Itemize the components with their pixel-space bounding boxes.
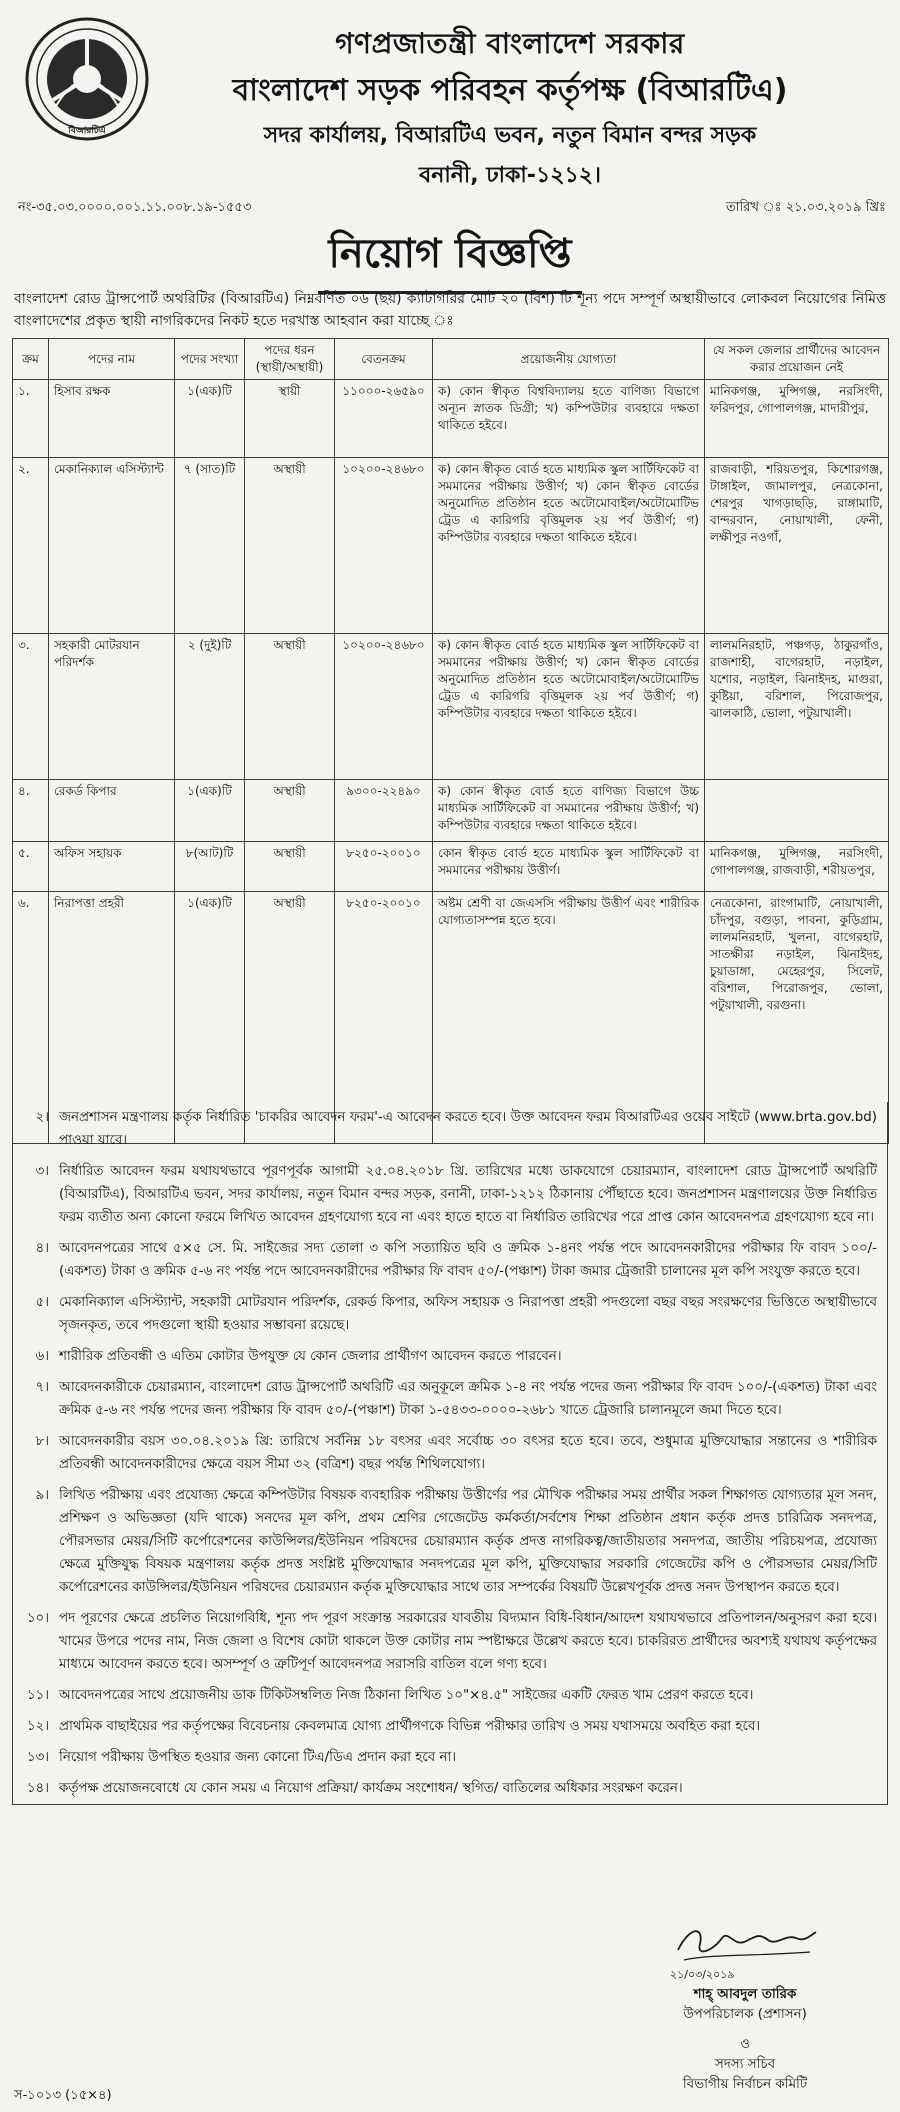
clause-item [13,1341,887,1372]
row-type: অস্থায়ী [245,458,335,634]
table-row [13,458,889,634]
authority-heading: বাংলাদেশ সড়ক পরিবহন কর্তৃপক্ষ (বিআরটিএ) [232,73,788,108]
row-scale: ১০২০০-২৪৬৮০ [335,634,433,780]
row-scale: ৯৩০০-২২৪৯০ [335,780,433,842]
footer-code: স-১০১৩ (১৫×৪) [14,2088,112,2103]
row-count: ৮(আট)টি [175,842,245,892]
row-qualification: ক) কোন স্বীকৃত বোর্ড হতে মাধ্যমিক স্কুল সার্টিফিকেট বা সমমানের পরীক্ষায় উত্তীর্ণ; খ) কোন স্বীকৃত বোর্ডের অনুমোদিত প্রতিষ্ঠান হতে অটোমোবাইল/অটোমোটিভ ট্রেড এ কারিগরি বৃত্তিমূলক ২য় পর্ব উত্তীর্ণ; গ) কম্পিউটার ব্যবহারে দক্ষতা থাকিতে হইবে। [433,634,705,780]
clause-text: শারীরিক প্রতিবন্ধী ও এতিম কোটার উপযুক্ত যে কোন জেলার প্রার্থীগণ আবেদন করতে পারবেন। [59,1349,562,1364]
row-districts: নেত্রকোনা, রাংগামাটি, নোয়াখালী, চাঁদপুর, বগুড়া, পাবনা, কুড়িগ্রাম, লালমনিরহাট, খুলনা, বাগেরহাট, সাতক্ষীরা নড়াইল, ঝিনাইদহ, চুয়াডাঙ্গা, মেহেরপুর, সিলেট, বরিশাল, পিরোজপুর, ভোলা, পটুয়াখালী, বরগুনা। [705,892,889,1144]
col-districts: যে সকল জেলার প্রার্থীদের আবেদন করার প্রয়োজন নেই [705,339,889,380]
row-serial: ১. [13,380,49,458]
clause-number: ১৪। [26,1781,49,1796]
row-count: ২ (দুই)টি [175,634,245,780]
row-serial: ৩. [13,634,49,780]
clause-item [13,1102,887,1156]
table-row [13,380,889,458]
row-post: হিসাব রক্ষক [49,380,175,458]
col-qualification: প্রয়োজনীয় যোগ্যতা [433,339,705,380]
table-row [13,780,889,842]
clause-item [13,1603,887,1680]
clause-item [13,1742,887,1773]
clause-item [13,1426,887,1480]
clause-text: জনপ্রশাসন মন্ত্রণালয় কর্তৃক নির্ধারিত 'চাকরির আবেদন ফরম'-এ আবেদন করতে হবে। উক্ত আবেদন ফরম বিআরটিএর ওয়েব সাইটে (www.brta.gov.bd) পাওয়া যাবে। [59,1110,877,1148]
row-type: অস্থায়ী [245,892,335,1144]
row-type: স্থায়ী [245,380,335,458]
clause-text: লিখিত পরীক্ষায় এবং প্রযোজ্য ক্ষেত্রে কম্পিউটার বিষয়ক ব্যবহারিক পরীক্ষায় উত্তীর্ণের পর মৌখিক পরীক্ষার সময় প্রার্থীর সকল শিক্ষাগত যোগ্যতার মূল সনদ, প্রশিক্ষণ ও অভিজ্ঞতা (যদি থাকে) সনদের মূল কপি, প্রথম শ্রেণির গেজেটেড কর্মকর্তা/সর্বশেষ শিক্ষা প্রতিষ্ঠান প্রধান কর্তৃক প্রদত্ত চারিত্রিক সনদপত্র, পৌরসভার মেয়র/সিটি কর্পোরেশনের কাউন্সিলর/ইউনিয়ন পরিষদের চেয়ারম্যান কর্তৃক প্রদত্ত নাগরিকত্ব/জাতীয়তার সনদপত্র, জাতীয় পরিচয়পত্র, প্রযোজ্য ক্ষেত্রে মুক্তিযুদ্ধ বিষয়ক মন্ত্রণালয় কর্তৃক প্রদত্ত সংশ্লিষ্ট মুক্তিযোদ্ধার সনদপত্রের মূল কপি, মুক্তিযোদ্ধার সরকারি গেজেটের কপি ও পৌরসভার মেয়র/সিটি কর্পোরেশনের কাউন্সিলর/ইউনিয়ন পরিষদের চেয়ারম্যান কর্তৃক মুক্তিযোদ্ধার সাথে তার সম্পর্কের বিষয়টি উল্লেখপূর্বক প্রদত্ত সনদ উপস্থাপন করতে হবে। [59,1488,877,1595]
clause-item [13,1773,887,1804]
row-districts [705,780,889,842]
row-count: ১(এক)টি [175,780,245,842]
signatory-role1: সদস্য সচিব [714,2057,776,2072]
govt-heading: গণপ্রজাতন্ত্রী বাংলাদেশ সরকার [335,27,685,60]
clause-number: ৯। [35,1488,49,1503]
clause-item [13,1680,887,1711]
row-serial: ৬. [13,892,49,1144]
row-type: অস্থায়ী [245,634,335,780]
row-serial: ৪. [13,780,49,842]
row-qualification: অষ্টম শ্রেণী বা জেএসসি পরীক্ষায় উত্তীর্ণ এবং শারীরিক যোগ্যতাসম্পন্ন হতে হবে। [433,892,705,1144]
row-scale: ৮২৫০-২০০১০ [335,892,433,1144]
clause-item [13,1480,887,1603]
row-post: নিরাপত্তা প্রহরী [49,892,175,1144]
col-scale: বেতনক্রম [335,339,433,380]
clause-item [13,1711,887,1742]
row-post: রেকর্ড কিপার [49,780,175,842]
row-districts: রাজবাড়ী, শরিয়তপুর, কিশোরগঞ্জ, টাঙ্গাইল, জামালপুর, নেত্রকোনা, শেরপুর খাগড়াছড়ি, রাঙ্গামাটি, বান্দরবান, নোয়াখালী, ফেনী, লক্ষীপুর নওগাঁ, [705,458,889,634]
signatory-role2: বিভাগীয় নির্বাচন কমিটি [682,2077,808,2092]
row-serial: ৫. [13,842,49,892]
clause-number: ৪। [35,1241,49,1256]
row-post: সহকারী মোটরযান পরিদর্শক [49,634,175,780]
memo-number: নং-৩৫.০৩.০০০০.০০১.১১.০০৮.১৯-১৫৫৩ [18,200,252,215]
clause-number: ২। [35,1110,49,1125]
clause-number: ৮। [35,1434,49,1449]
signature-date: ২১/০৩/২০১৯ [670,1968,735,1981]
row-type: অস্থায়ী [245,780,335,842]
col-count: পদের সংখ্যা [175,339,245,380]
col-serial: ক্রম [13,339,49,380]
row-count: ৭ (সাত)টি [175,458,245,634]
signature-block [630,1920,860,2095]
clauses-list [12,1102,888,1805]
signatory-designation: উপপরিচালক (প্রশাসন) [683,2007,807,2022]
row-districts: মানিকগঞ্জ, মুন্সিগঞ্জ, নরসিংদী, গোপালগঞ্জ, রাজবাড়ী, শরীয়তপুর, [705,842,889,892]
clause-number: ১২। [26,1719,49,1734]
clause-text: আবেদনকারীকে চেয়ারম্যান, বাংলাদেশ রোড ট্রান্সপোর্ট অথরিটি এর অনুকূলে ক্রমিক ১-৪ নং পর্যন্ত পদের জন্য পরীক্ষার ফি বাবদ ১০০/-(একশত) টাকা এবং ক্রমিক ৫-৬ নং পর্যন্ত পদের জন্য পরীক্ষার ফি বাবদ ৫০/-(পঞ্চাশ) টাকা ১-৫৪৩৩-০০০০-২৬৮১ খাতে ট্রেজারি চালানমূলে জমা দিতে হবে। [59,1380,877,1418]
handwritten-signature [670,1920,820,1964]
row-scale: ১০২০০-২৪৬৮০ [335,458,433,634]
notice-title: নিয়োগ বিজ্ঞপ্তি [318,222,581,294]
row-count: ১(এক)টি [175,892,245,1144]
clause-number: ৩। [35,1164,49,1179]
clause-item [13,1287,887,1341]
clause-number: ৫। [35,1295,49,1310]
col-post: পদের নাম [49,339,175,380]
vacancy-table [12,338,889,1144]
clause-item [13,1372,887,1426]
clause-item [13,1156,887,1233]
row-qualification: ক) কোন স্বীকৃত বোর্ড হতে বাণিজ্য বিভাগে উচ্চ মাধ্যমিক সার্টিফিকেট বা সমমানের পরীক্ষায় উত্তীর্ণ; খ) কম্পিউটার ব্যবহারে দক্ষতা থাকিতে হইবে। [433,780,705,842]
office-address-line2: বনানী, ঢাকা-১২১২। [419,163,601,188]
row-qualification: ক) কোন স্বীকৃত বোর্ড হতে মাধ্যমিক স্কুল সার্টিফিকেট বা সমমানের পরীক্ষায় উত্তীর্ণ; খ) কোন স্বীকৃত বোর্ডের অনুমোদিত প্রতিষ্ঠান হতে অটোমোবাইল/অটোমোটিভ ট্রেড এ কারিগরি বৃত্তিমূলক ২য় পর্ব উত্তীর্ণ; গ) কম্পিউটার ব্যবহারে দক্ষতা থাকিতে হইবে। [433,458,705,634]
intro-paragraph: বাংলাদেশ রোড ট্রান্সপোর্ট অথরিটির (বিআরটিএ) নিম্নবর্ণিত ০৬ (ছয়) ক্যাটাগরির মোট ২০ (বিশ) টি শূন্য পদে সম্পূর্ণ অস্থায়ীভাবে লোকবল নিয়োগের নিমিত্ত বাংলাদেশের প্রকৃত স্থায়ী নাগরিকদের নিকট হতে দরখাস্ত আহবান করা যাচ্ছে ঃ [14,291,886,329]
clause-number: ৭। [35,1380,49,1395]
signatory-name: শাহ্ আবদুল তারিক [693,1987,797,2002]
row-qualification: কোন স্বীকৃত বোর্ড হতে মাধ্যমিক স্কুল সার্টিফিকেট বা সমমানের পরীক্ষায় উত্তীর্ণ। [433,842,705,892]
clause-number: ১০। [26,1611,49,1626]
clause-text: প্রাথমিক বাছাইয়ের পর কর্তৃপক্ষের বিবেচনায় কেবলমাত্র যোগ্য প্রার্থীগণকে বিভিন্ন পরীক্ষার তারিখ ও সময় যথাসময়ে অবহিত করা হবে। [59,1719,761,1734]
row-scale: ৮২৫০-২০০১০ [335,842,433,892]
row-serial: ২. [13,458,49,634]
brta-logo [22,14,152,144]
clause-text: নিয়োগ পরীক্ষায় উপস্থিত হওয়ার জন্য কোনো টিএ/ডিএ প্রদান করা হবে না। [59,1750,457,1765]
row-districts: লালমনিরহাট, পঞ্চগড়, ঠাকুরগাঁও, রাজশাহী, বাগেরহাট, নড়াইল, যশোর, নড়াইল, ঝিনাইদহ, মাগুরা, কুষ্টিয়া, বরিশাল, পিরোজপুর, ঝালকাঠি, ভোলা, পটুয়াখালী। [705,634,889,780]
table-header-row [13,339,889,380]
clause-text: আবেদনকারীর বয়স ৩০.০৪.২০১৯ খ্রি: তারিখে সর্বনিম্ন ১৮ বৎসর এবং সর্বোচ্চ ৩০ বৎসর হতে হবে। তবে, শুধুমাত্র মুক্তিযোদ্ধার সন্তানের ও শারীরিক প্রতিবন্ধী আবেদনকারীদের ক্ষেত্রে বয়স সীমা ৩২ (বত্রিশ) বছর পর্যন্ত শিথিলযোগ্য। [59,1434,877,1472]
clause-text: কর্তৃপক্ষ প্রয়োজনবোধে যে কোন সময় এ নিয়োগ প্রক্রিয়া/ কার্যক্রম সংশোধন/ স্থগিত/ বাতিলের অধিকার সংরক্ষণ করেন। [59,1781,683,1796]
memo-row [18,198,886,219]
row-type: অস্থায়ী [245,842,335,892]
office-address-line1: সদর কার্যালয়, বিআরটিএ ভবন, নতুন বিমান বন্দর সড়ক [263,123,757,148]
clause-number: ১১। [26,1688,49,1703]
clause-text: মেকানিক্যাল এসিস্ট্যান্ট, সহকারী মোটরযান পরিদর্শক, রেকর্ড কিপার, অফিস সহায়ক ও নিরাপত্তা প্রহরী পদগুলো বছর বছর সংরক্ষণের ভিত্তিতে অস্থায়ীভাবে সৃজনকৃত, তবে পদগুলো স্থায়ী হওয়ার সম্ভাবনা রয়েছে। [59,1295,877,1333]
row-count: ১(এক)টি [175,380,245,458]
clause-text: আবেদনপত্রের সাথে ৫×৫ সে. মি. সাইজের সদ্য তোলা ৩ কপি সত্যায়িত ছবি ও ক্রমিক ১-৪নং পর্যন্ত পদে আবেদনকারীদের পরীক্ষার ফি বাবদ ১০০/-(একশত) টাকা ও ক্রমিক ৫-৬ নং পর্যন্ত পদে আবেদনকারীদের পরীক্ষার ফি বাবদ ৫০/-(পঞ্চাশ) টাকা জমার ট্রেজারী চালানের মূল কপি সংযুক্ত করতে হবে। [59,1241,877,1279]
col-type: পদের ধরন (স্থায়ী/অস্থায়ী) [245,339,335,380]
clause-number: ৬। [35,1349,49,1364]
table-row [13,842,889,892]
signatory-and: ও [740,2037,750,2052]
clause-text: আবেদনপত্রের সাথে প্রয়োজনীয় ডাক টিকিটসম্বলিত নিজ ঠিকানা লিখিত ১০"×৪.৫" সাইজের একটি ফেরত খাম প্রেরণ করতে হবে। [59,1688,754,1703]
clause-text: পদ পূরণের ক্ষেত্রে প্রচলিত নিয়োগবিধি, শূন্য পদ পূরণ সংক্রান্ত সরকারের যাবতীয় বিদ্যমান বিধি-বিধান/আদেশ যথাযথভাবে প্রতিপালন/অনুসরণ করা হবে। খামের উপরে পদের নাম, নিজ জেলা ও বিশেষ কোটা থাকলে উক্ত কোটার নাম স্পষ্টাক্ষরে উল্লেখ করতে হবে। চাকরিরত প্রার্থীদের অবশ্যই যথাযথ কর্তৃপক্ষের মাধ্যমে আবেদন করতে হবে। অসম্পূর্ণ ও ত্রুটিপূর্ণ আবেদনপত্র সরাসরি বাতিল বলে গণ্য হবে। [59,1611,877,1672]
clause-item [13,1233,887,1287]
vacancy-table-wrap [12,338,888,1144]
clause-text: নির্ধারিত আবেদন ফরম যথাযথভাবে পূরণপূর্বক আগামী ২৫.০৪.২০১৮ খ্রি. তারিখের মধ্যে ডাকযোগে চেয়ারম্যান, বাংলাদেশ রোড ট্রান্সপোর্ট অথরিটি (বিআরটিএ), বিআরটিএ ভবন, সদর কার্যালয়, নতুন বিমান বন্দর সড়ক, বনানী, ঢাকা-১২১২ ঠিকানায় পৌঁছাতে হবে। জনপ্রশাসন মন্ত্রণালয়ের উক্ত নির্ধারিত ফরম ব্যতীত অন্য কোনো ফরমে লিখিত আবেদন গ্রহণযোগ্য হবে না এবং হাতে হাতে বা নির্ধারিত তারিখের পরে প্রাপ্ত কোন আবেদনপত্র গ্রহণযোগ্য হবে না। [59,1164,877,1225]
row-post: মেকানিক্যাল এসিস্ট্যান্ট [49,458,175,634]
row-qualification: ক) কোন স্বীকৃত বিশ্ববিদ্যালয় হতে বাণিজ্য বিভাগে অন্যূন স্নাতক ডিগ্রী; খ) কম্পিউটার ব্যবহারে দক্ষতা থাকিতে হইবে। [433,380,705,458]
row-post: অফিস সহায়ক [49,842,175,892]
clause-number: ১৩। [26,1750,49,1765]
table-row [13,634,889,780]
row-districts: মানিকগঞ্জ, মুন্সিগঞ্জ, নরসিংদী, ফরিদপুর, গোপালগঞ্জ, মাদারীপুর, [705,380,889,458]
memo-date: তারিখ ঃ ২১.০৩.২০১৯ খ্রিঃ [725,200,886,215]
title-wrap [0,222,900,294]
row-scale: ১১০০০-২৬৫৯০ [335,380,433,458]
logo-text: বিআরটিএ [68,126,106,136]
